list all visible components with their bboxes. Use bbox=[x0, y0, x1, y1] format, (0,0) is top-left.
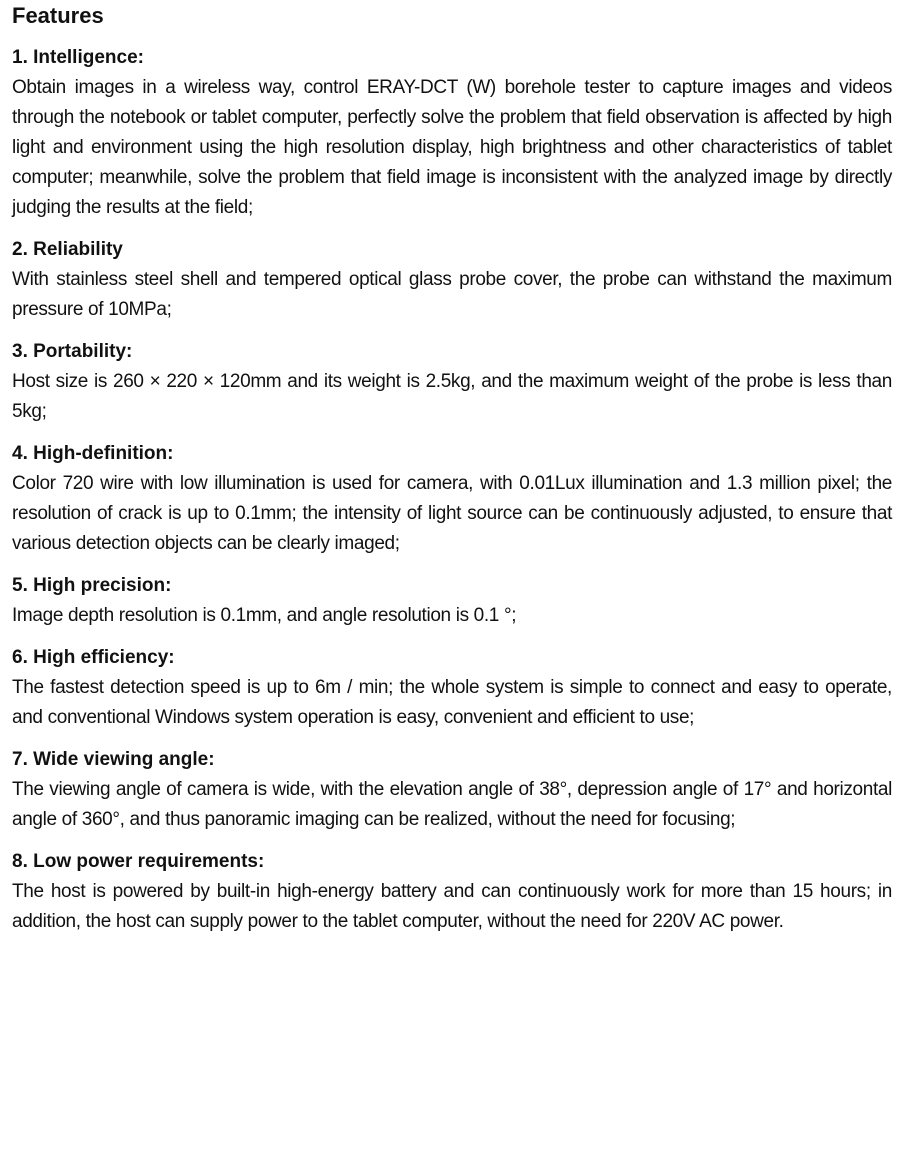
section-heading: 8. Low power requirements: bbox=[12, 851, 265, 872]
section-body: The host is powered by built-in high-energy battery and can continuously work for more than 15 hours; in addition, the host can supply power to the tablet computer, without the need for 220V AC power. bbox=[12, 881, 892, 932]
feature-section-high-definition bbox=[12, 427, 892, 559]
feature-section-high-precision bbox=[12, 559, 892, 631]
feature-section-intelligence bbox=[12, 31, 892, 223]
feature-section-low-power bbox=[12, 835, 892, 937]
feature-section-reliability bbox=[12, 223, 892, 325]
features-document bbox=[12, 0, 892, 937]
section-heading: 2. Reliability bbox=[12, 239, 123, 260]
section-heading: 5. High precision: bbox=[12, 575, 172, 596]
section-body: With stainless steel shell and tempered optical glass probe cover, the probe can withstand the maximum pressure of 10MPa; bbox=[12, 269, 892, 320]
section-heading: 7. Wide viewing angle: bbox=[12, 749, 215, 770]
section-heading: 1. Intelligence: bbox=[12, 47, 144, 68]
section-body: The viewing angle of camera is wide, with the elevation angle of 38°, depression angle of 17° and horizontal angle of 360°, and thus panoramic imaging can be realized, without the need for focusing; bbox=[12, 779, 892, 830]
section-body: Host size is 260 × 220 × 120mm and its weight is 2.5kg, and the maximum weight of the probe is less than 5kg; bbox=[12, 371, 892, 422]
feature-section-high-efficiency bbox=[12, 631, 892, 733]
section-body: The fastest detection speed is up to 6m / min; the whole system is simple to connect and easy to operate, and conventional Windows system operation is easy, convenient and efficient to use; bbox=[12, 677, 892, 728]
feature-section-wide-viewing-angle bbox=[12, 733, 892, 835]
section-body: Color 720 wire with low illumination is used for camera, with 0.01Lux illumination and 1.3 million pixel; the resolution of crack is up to 0.1mm; the intensity of light source can be continuously adjusted, to ensure that various detection objects can be clearly imaged; bbox=[12, 473, 892, 554]
section-heading: 4. High-definition: bbox=[12, 443, 174, 464]
section-body: Obtain images in a wireless way, control ERAY-DCT (W) borehole tester to capture images and videos through the notebook or tablet computer, perfectly solve the problem that field observation is affected by high light and environment using the high resolution display, high brightness and other characteristics of tablet computer; meanwhile, solve the problem that field image is inconsistent with the analyzed image by directly judging the results at the field; bbox=[12, 77, 892, 218]
section-heading: 6. High efficiency: bbox=[12, 647, 175, 668]
feature-section-portability bbox=[12, 325, 892, 427]
page-title: Features bbox=[12, 3, 104, 28]
section-heading: 3. Portability: bbox=[12, 341, 133, 362]
section-body: Image depth resolution is 0.1mm, and angle resolution is 0.1 °; bbox=[12, 605, 517, 626]
